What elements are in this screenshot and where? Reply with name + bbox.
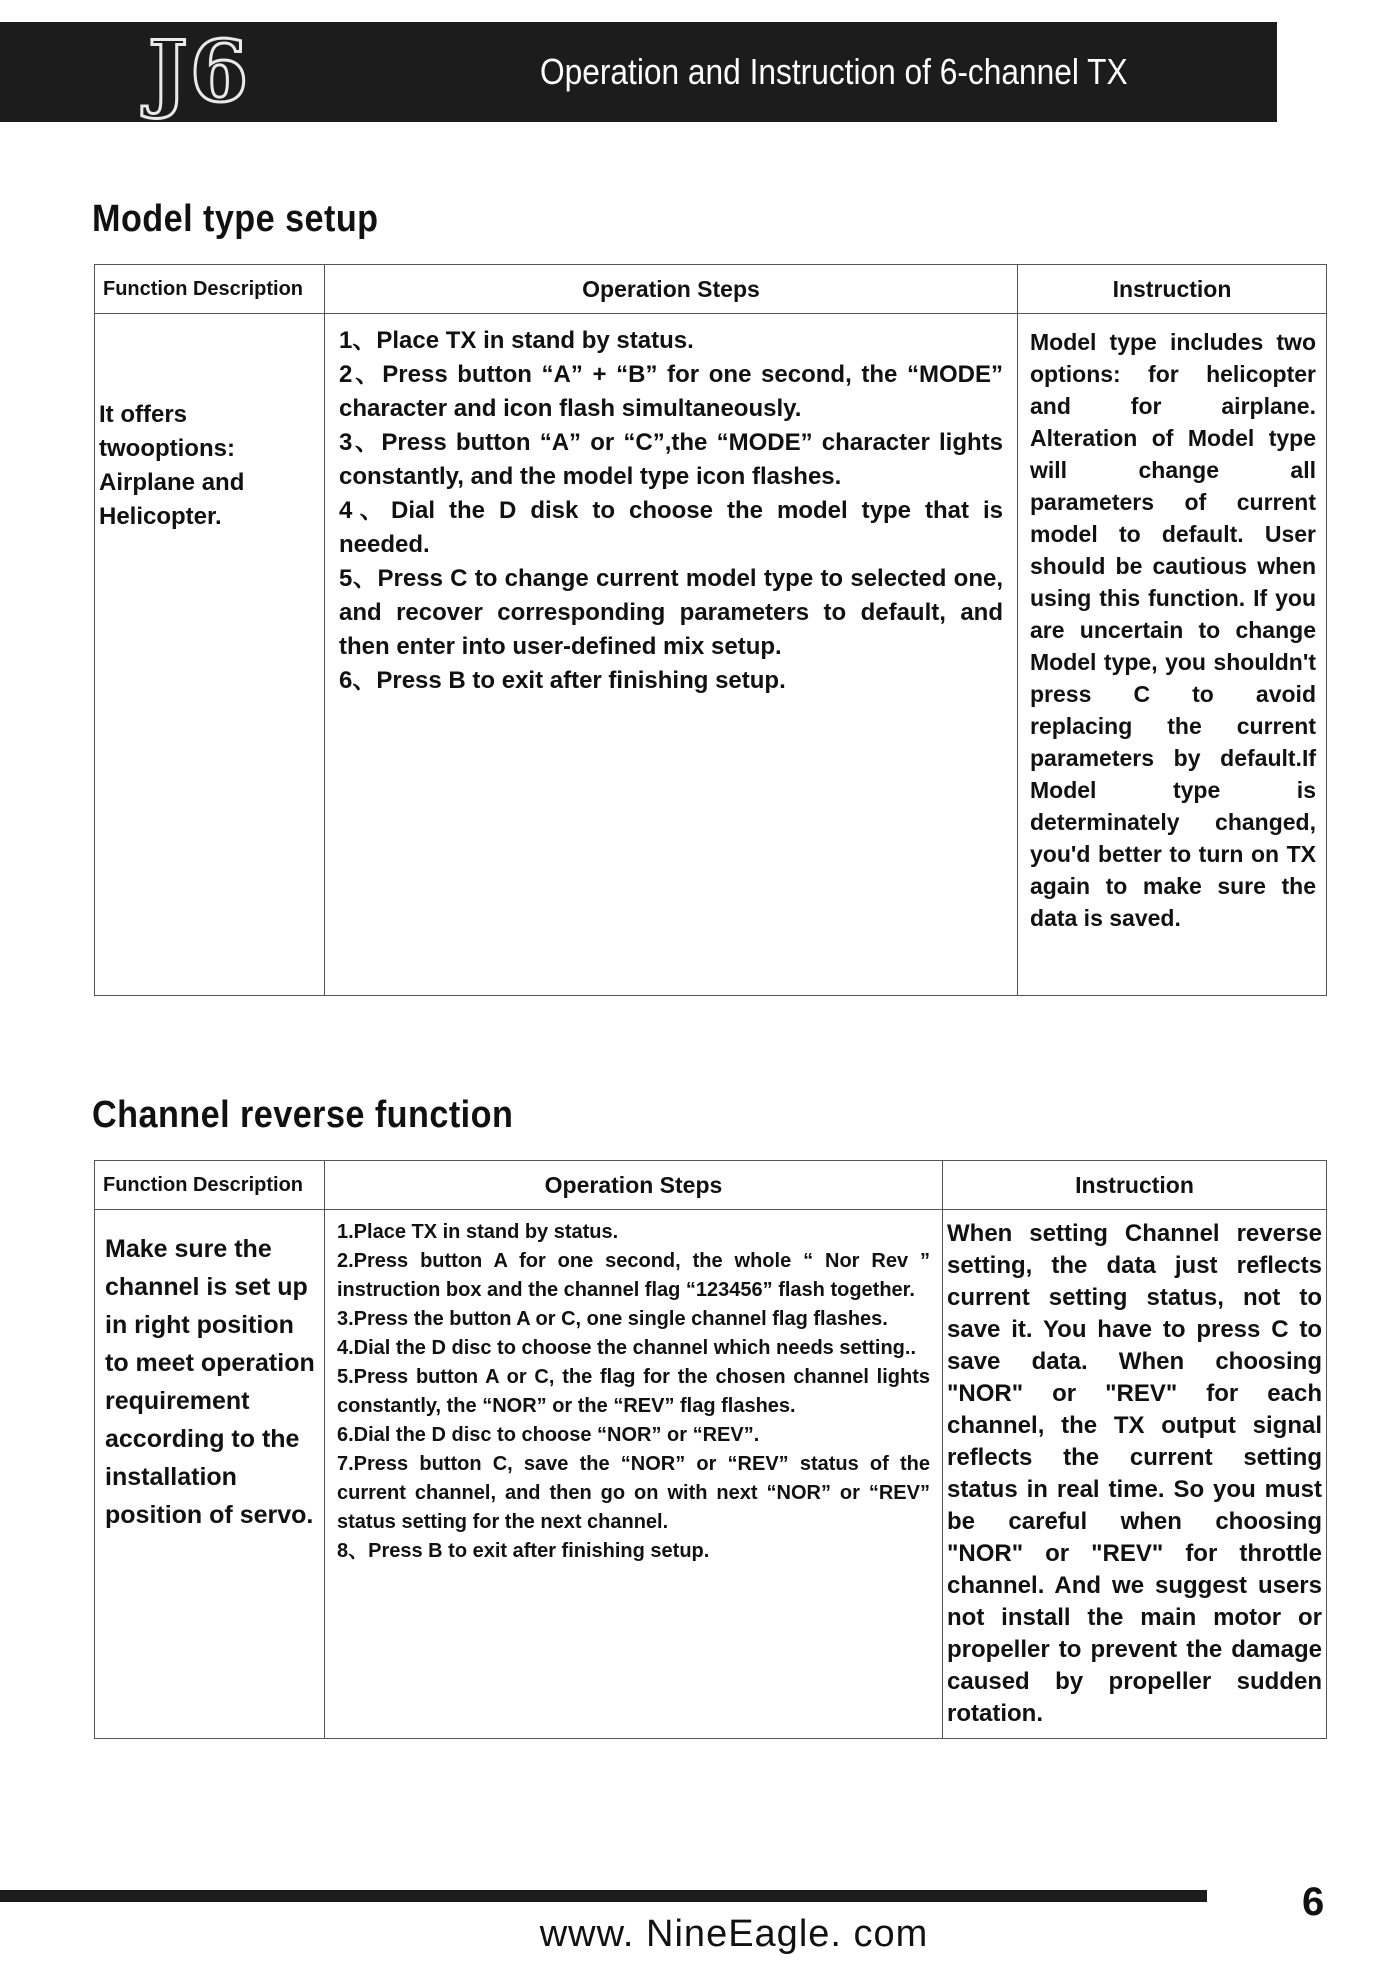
step-item: 3、Press button “A” or “C”,the “MODE” character lights constantly, and the model type icon flashes. bbox=[339, 429, 1003, 490]
step-item: 1、Place TX in stand by status. bbox=[339, 327, 694, 354]
step-item: 1.Place TX in stand by status. bbox=[337, 1221, 619, 1243]
step-item: 5.Press button A or C, the flag for the chosen channel lights constantly, the “NOR” or the “REV” flag flashes. bbox=[337, 1366, 930, 1417]
step-item: 5、Press C to change current model type to selected one, and recover corresponding parameters to default, and then enter into user-defined mix setup. bbox=[339, 565, 1003, 660]
header-title: Operation and Instruction of 6-channel TX bbox=[540, 51, 1128, 92]
step-item: 6.Dial the D disc to choose “NOR” or “REV”. bbox=[337, 1424, 760, 1446]
header-function-description: Function Description bbox=[95, 265, 325, 314]
step-item: 4.Dial the D disc to choose the channel which needs setting.. bbox=[337, 1337, 917, 1359]
page-header bbox=[0, 22, 1277, 122]
brand-logo: J6 bbox=[148, 22, 251, 121]
section-title-model-type: Model type setup bbox=[92, 198, 379, 240]
step-item: 2.Press button A for one second, the whole “ Nor Rev ” instruction box and the channel flag “123456” flash together. bbox=[337, 1250, 930, 1301]
footer-divider bbox=[0, 1890, 1207, 1902]
header-instruction: Instruction bbox=[1018, 265, 1327, 314]
header-function-description: Function Description bbox=[95, 1161, 325, 1210]
step-item: 4、Dial the D disk to choose the model type that is needed. bbox=[339, 497, 1003, 558]
instruction-text: When setting Channel reverse setting, the data just reflects current setting status, not to save it. You have to press C to save data. When choosing "NOR" or "REV" for each channel, the TX output signal reflects the current setting status in real time. So you must be careful when choosing "NOR" or "REV" for throttle channel. And we suggest users not install the main motor or propeller to prevent the damage caused by propeller sudden rotation. bbox=[943, 1210, 1327, 1739]
table-row bbox=[95, 1210, 1327, 1739]
table-row bbox=[95, 314, 1327, 996]
operation-steps bbox=[325, 1210, 943, 1739]
step-item: 6、Press B to exit after finishing setup. bbox=[339, 667, 786, 694]
header-operation-steps: Operation Steps bbox=[325, 1161, 943, 1210]
header-operation-steps: Operation Steps bbox=[325, 265, 1018, 314]
operation-steps bbox=[325, 314, 1018, 996]
header-instruction: Instruction bbox=[943, 1161, 1327, 1210]
step-item: 3.Press the button A or C, one single channel flag flashes. bbox=[337, 1308, 888, 1330]
step-item: 7.Press button C, save the “NOR” or “REV” status of the current channel, and then go on with next “NOR” or “REV” status setting for the next channel. bbox=[337, 1453, 930, 1533]
function-description: Make sure the channel is set up in right position to meet operation requirement according to the installation position of servo. bbox=[95, 1210, 325, 1739]
page-number: 6 bbox=[1302, 1880, 1325, 1924]
instruction-text: Model type includes two options: for helicopter and for airplane. Alteration of Model type will change all parameters of current model to default. User should be cautious when using this function. If you are uncertain to change Model type, you shouldn't press C to avoid replacing the current parameters by default.If Model type is determinately changed, you'd better to turn on TX again to make sure the data is saved. bbox=[1018, 314, 1327, 996]
website-link[interactable]: www. NineEagle. com bbox=[539, 1913, 929, 1955]
channel-reverse-table bbox=[94, 1160, 1327, 1739]
step-item: 8、Press B to exit after finishing setup. bbox=[337, 1540, 710, 1562]
step-item: 2、Press button “A” + “B” for one second, the “MODE” character and icon flash simultaneously. bbox=[339, 361, 1003, 422]
model-type-table bbox=[94, 264, 1327, 996]
table-header-row bbox=[95, 265, 1327, 314]
table-header-row bbox=[95, 1161, 1327, 1210]
function-description: It offers twooptions: Airplane and Helicopter. bbox=[95, 314, 325, 996]
section-title-channel-reverse: Channel reverse function bbox=[92, 1094, 514, 1136]
